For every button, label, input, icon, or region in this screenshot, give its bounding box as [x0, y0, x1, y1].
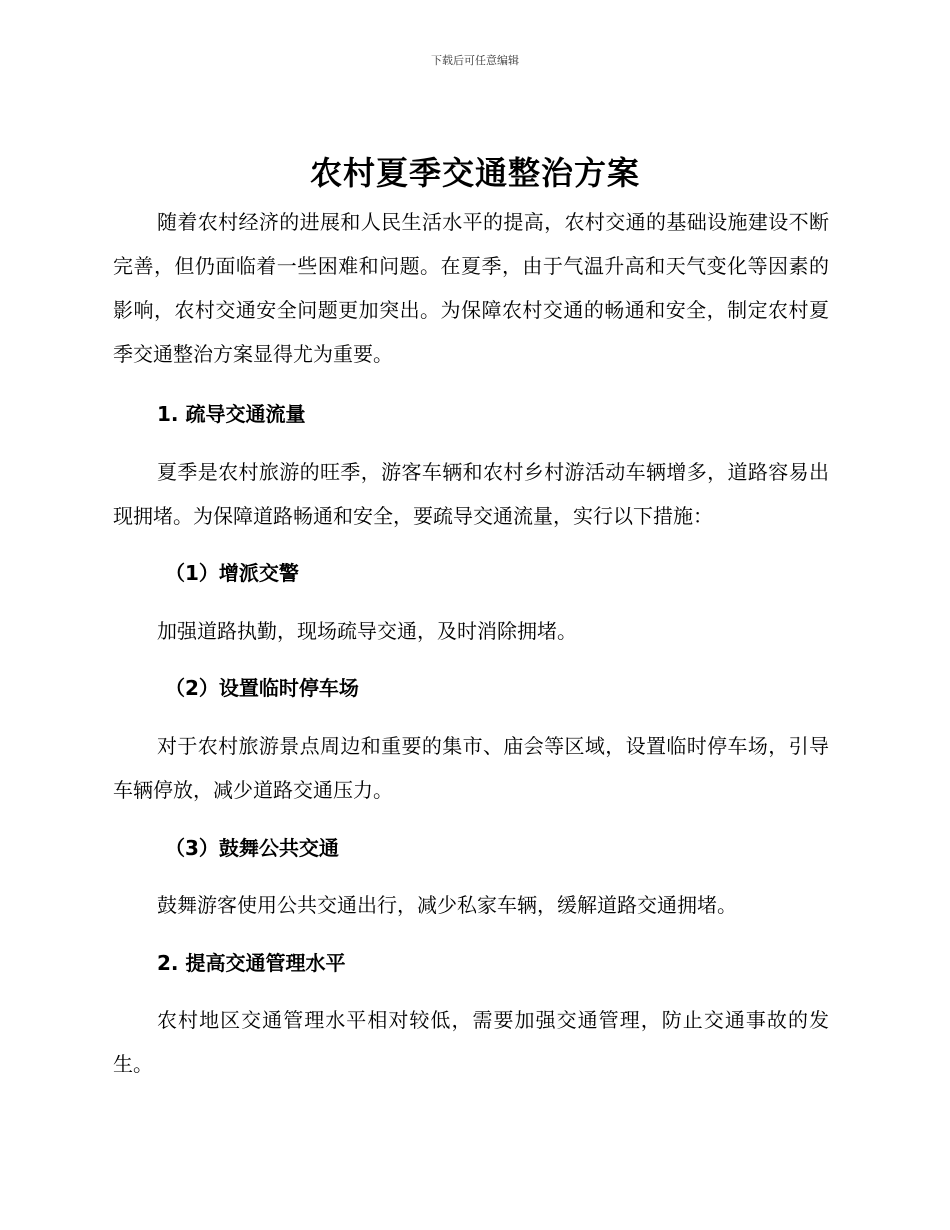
subsection-1-paragraph: 加强道路执勤，现场疏导交通，及时消除拥堵。	[157, 619, 577, 643]
intro-paragraph: 随着农村经济的进展和人民生活水平的提高，农村交通的基础设施建设不断完善，但仍面临着一些困难和问题。在夏季，由于气温升高和天气变化等因素的影响，农村交通安全问题更加突出。为保障农村交通的畅通和安全，制定农村夏季交通整治方案显得尤为重要。	[113, 210, 829, 366]
section-2-paragraph: 农村地区交通管理水平相对较低，需要加强交通管理，防止交通事故的发生。	[113, 1008, 829, 1076]
subsection-heading-traffic-police: （1）增派交警	[165, 561, 299, 585]
document-title: 农村夏季交通整治方案	[309, 154, 640, 192]
section-heading-traffic-management: 2. 提高交通管理水平	[157, 951, 346, 975]
page-header-note: 下载后可任意编辑	[431, 54, 519, 67]
subsection-3-paragraph: 鼓舞游客使用公共交通出行，减少私家车辆，缓解道路交通拥堵。	[157, 893, 737, 917]
subsection-heading-public-transport: （3）鼓舞公共交通	[165, 836, 339, 860]
subsection-2-paragraph: 对于农村旅游景点周边和重要的集市、庙会等区域，设置临时停车场，引导车辆停放，减少道路交通压力。	[113, 734, 829, 802]
section-1-paragraph: 夏季是农村旅游的旺季，游客车辆和农村乡村游活动车辆增多，道路容易出现拥堵。为保障道路畅通和安全，要疏导交通流量，实行以下措施：	[113, 460, 829, 528]
section-heading-traffic-flow: 1. 疏导交通流量	[157, 402, 306, 426]
subsection-heading-temporary-parking: （2）设置临时停车场	[165, 676, 359, 700]
